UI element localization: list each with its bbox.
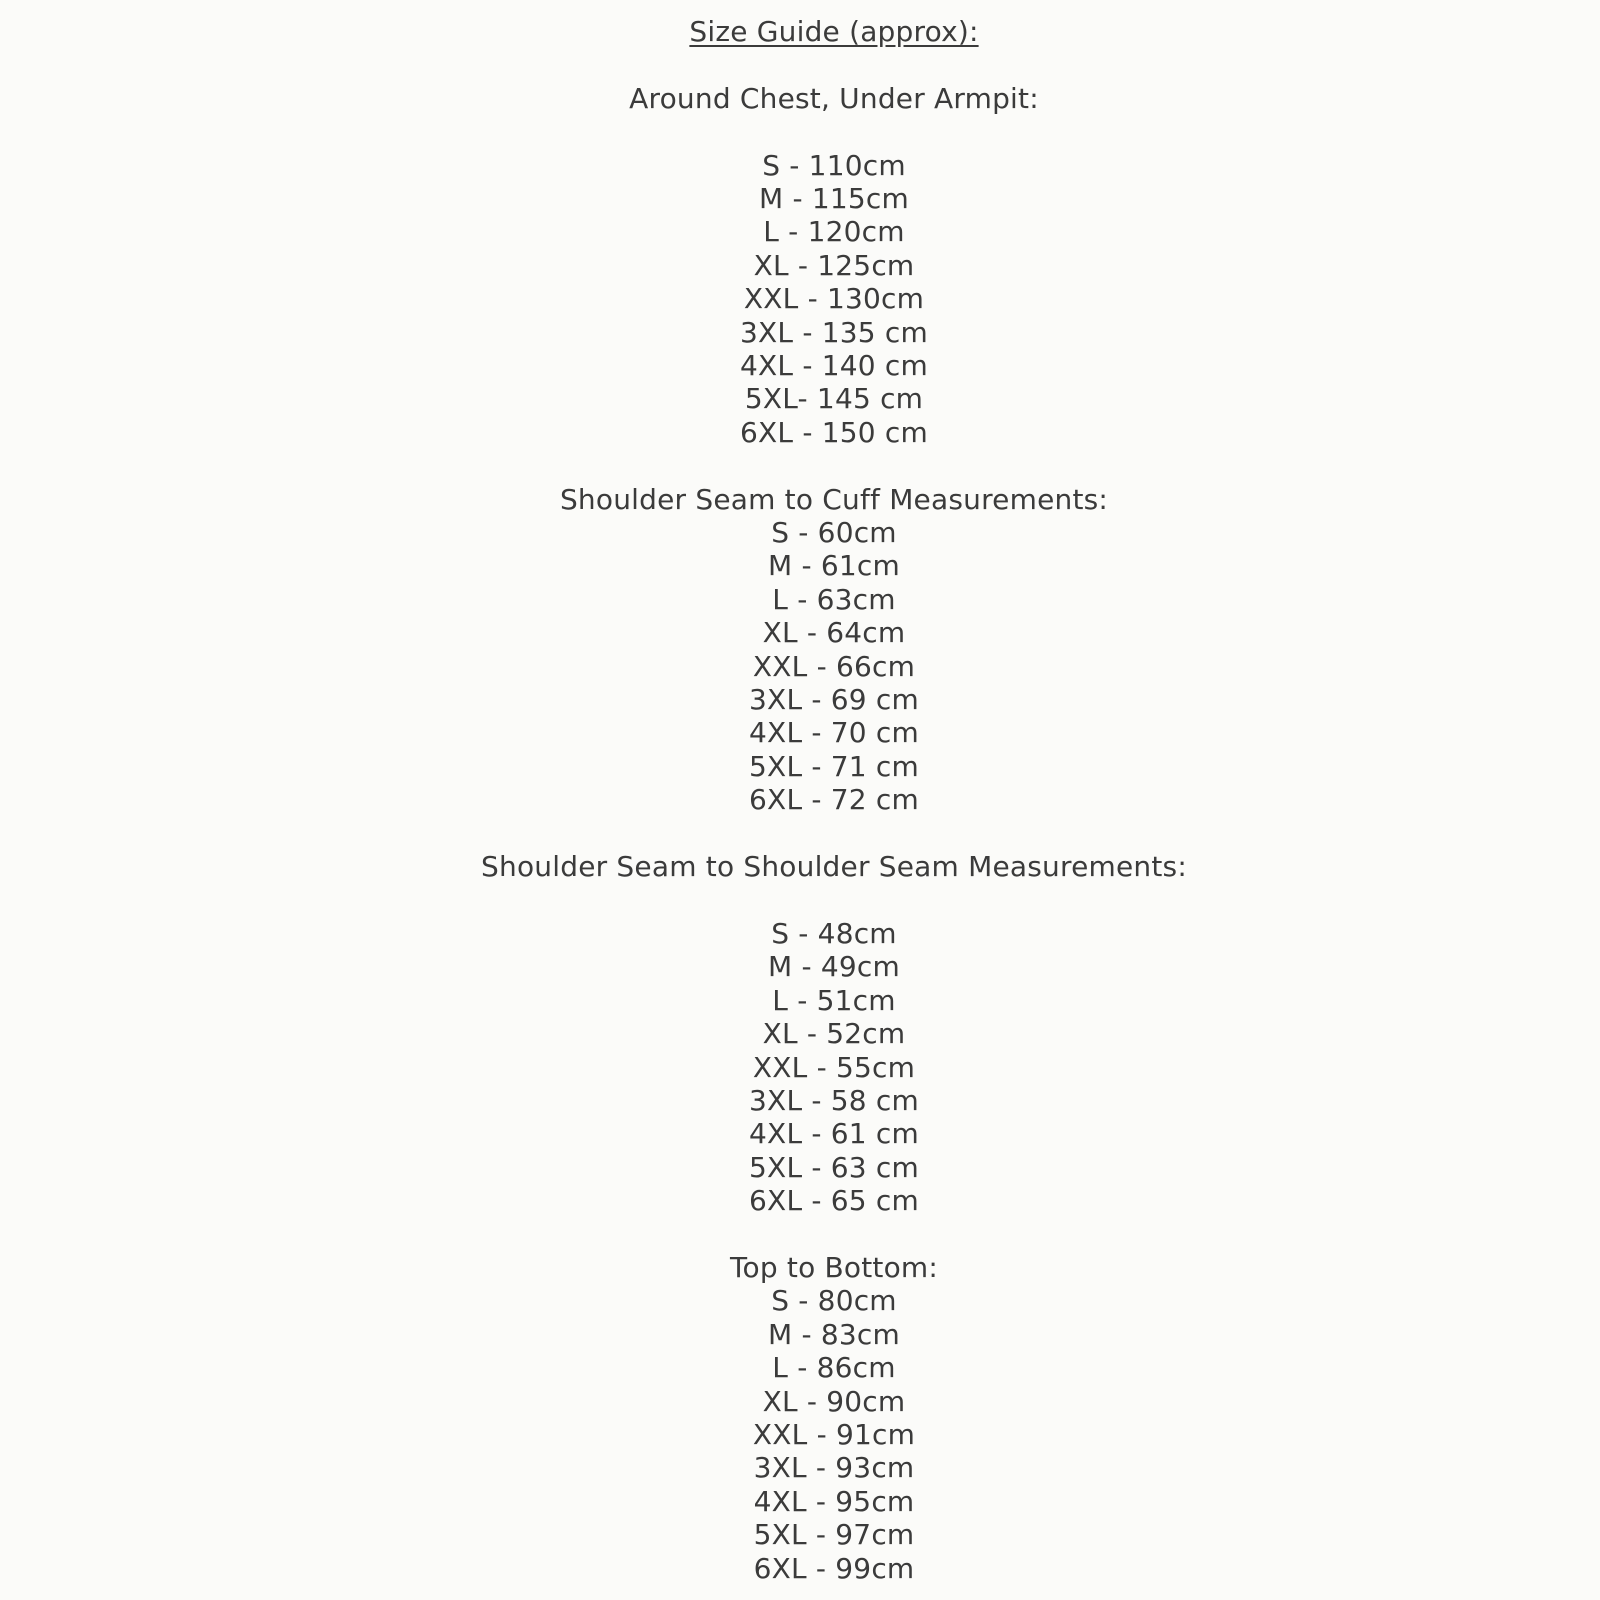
measurement-row: XXL - 55cm <box>752 1050 916 1084</box>
measurement-row: S - 60cm <box>771 516 897 550</box>
measurement-row: XXL - 130cm <box>743 282 925 316</box>
measurement-row: M - 61cm <box>768 549 900 583</box>
measurement-row: S - 110cm <box>762 148 906 182</box>
measurement-row: 5XL - 71 cm <box>749 749 919 783</box>
measurement-row: XL - 125cm <box>753 248 915 282</box>
size-section-1 <box>68 82 1600 449</box>
measurement-row: 4XL - 95cm <box>753 1484 915 1518</box>
measurement-row: M - 49cm <box>768 950 900 984</box>
measurement-row: XL - 52cm <box>762 1017 906 1051</box>
measurement-row: L - 120cm <box>763 215 905 249</box>
measurement-row: S - 48cm <box>771 916 897 950</box>
section-heading: Shoulder Seam to Shoulder Seam Measurements: <box>481 850 1187 884</box>
section-heading: Top to Bottom: <box>729 1250 939 1284</box>
measurement-row: 6XL - 150 cm <box>740 415 928 449</box>
measurement-row: 6XL - 72 cm <box>749 783 919 817</box>
measurement-row: 3XL - 93cm <box>753 1451 915 1485</box>
size-section-2 <box>68 483 1600 817</box>
measurement-row: XXL - 91cm <box>752 1417 916 1451</box>
measurement-row: XL - 64cm <box>762 616 906 650</box>
measurement-row: M - 83cm <box>768 1317 900 1351</box>
measurement-row: 6XL - 65 cm <box>749 1184 919 1218</box>
measurement-row: XL - 90cm <box>762 1384 906 1418</box>
measurement-row: 5XL - 63 cm <box>749 1150 919 1184</box>
size-sections <box>68 82 1600 1585</box>
measurement-row: 3XL - 69 cm <box>749 683 919 717</box>
measurement-row: L - 51cm <box>772 983 896 1017</box>
measurement-row: 5XL- 145 cm <box>744 382 924 416</box>
measurement-row: 5XL - 97cm <box>753 1518 915 1552</box>
measurement-row: 4XL - 140 cm <box>740 349 928 383</box>
size-guide-document <box>68 0 1600 1585</box>
size-section-3 <box>68 850 1600 1217</box>
measurement-row: 3XL - 135 cm <box>740 315 928 349</box>
measurement-row: L - 86cm <box>772 1351 896 1385</box>
size-section-4 <box>68 1251 1600 1585</box>
measurement-row: 4XL - 70 cm <box>749 716 919 750</box>
measurement-row: 6XL - 99cm <box>753 1551 915 1585</box>
measurement-row: 3XL - 58 cm <box>749 1083 919 1117</box>
section-heading: Shoulder Seam to Cuff Measurements: <box>559 482 1109 516</box>
section-heading: Around Chest, Under Armpit: <box>629 81 1039 115</box>
measurement-row: L - 63cm <box>772 582 896 616</box>
measurement-row: 4XL - 61 cm <box>749 1117 919 1151</box>
measurement-row: S - 80cm <box>771 1284 897 1318</box>
measurement-row: M - 115cm <box>759 182 909 215</box>
measurement-row: XXL - 66cm <box>752 649 916 683</box>
page-title: Size Guide (approx): <box>689 15 979 48</box>
